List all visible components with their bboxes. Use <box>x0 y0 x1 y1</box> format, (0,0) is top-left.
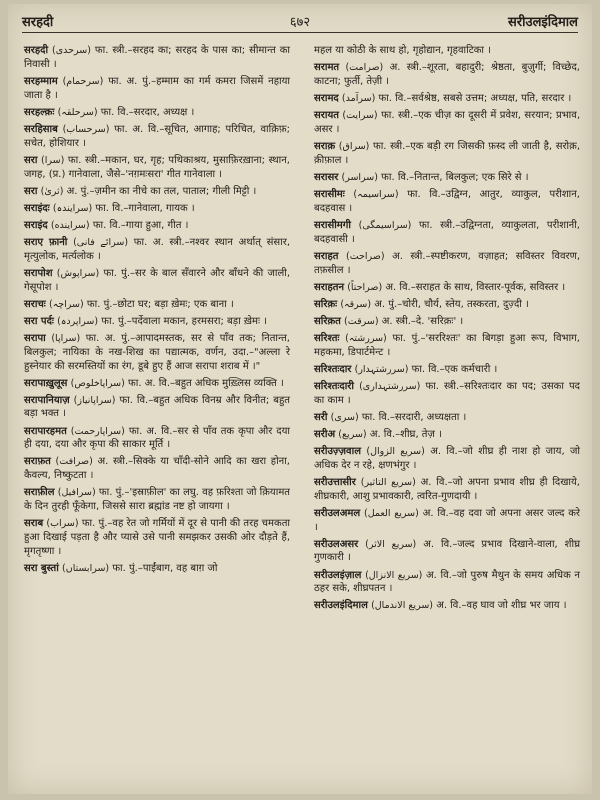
entry-definition: फा. अ. पुं.–हम्माम का गर्म कमरा जिसमें नहाया जाता है । <box>24 75 290 101</box>
entry-headword: सरीउलइंदिमाल <box>314 600 368 612</box>
right-column <box>314 44 580 617</box>
entry-headword: सरापोश <box>24 267 53 279</box>
entry-headword: सरिश्तःदार <box>314 363 352 375</box>
dictionary-entry <box>314 219 580 247</box>
entry-definition: अ. स्त्री.–दे. 'सरिक़ः' । <box>381 315 464 327</box>
entry-headword: सरीउलअसर <box>314 538 359 550</box>
entry-headword: सरामद <box>314 92 339 104</box>
entry-urdu-spelling: (سراچہ) <box>49 298 84 310</box>
dictionary-entry <box>24 394 290 422</box>
entry-definition: फा. अ. वि.–सर से पाँव तक कृपा और दया ही दया, दया और कृपा की साकार मूर्ति । <box>24 425 290 451</box>
entry-urdu-spelling: (سریع التاثیر) <box>360 476 416 488</box>
entry-urdu-spelling: (صراحت) <box>345 250 385 262</box>
entry-headword: सरीअ <box>314 428 336 440</box>
entry-urdu-spelling: (سررشتہدار) <box>354 363 409 375</box>
entry-headword: सराहत <box>314 250 339 262</box>
entry-headword: सरहदी <box>24 45 49 56</box>
entry-urdu-spelling: (سراسیمہ) <box>353 188 399 200</box>
entry-urdu-spelling: (سرابستاں) <box>62 562 110 574</box>
entry-headword: सरा बुस्तां <box>24 562 59 574</box>
entry-urdu-spelling: (سرحساب) <box>62 123 110 135</box>
dictionary-entry <box>24 106 290 120</box>
entry-urdu-spelling: (سریع) <box>338 428 367 440</box>
entry-headword: सरहिसाब <box>24 123 58 135</box>
entry-definition: फा. स्त्री.–उद्विग्नता, व्याकुलता, परीशानी, बदहवासी । <box>314 219 580 245</box>
entry-definition: फा. स्त्री.–एक बड़ी रग जिसकी फ़स्द ली जाती है, सरोक़, क़ीफ़ाल । <box>314 140 580 166</box>
entry-headword: सरापा <box>24 332 46 344</box>
dictionary-entry <box>314 538 580 566</box>
dictionary-entry <box>314 44 580 58</box>
entry-headword: सराब <box>24 518 44 530</box>
entry-urdu-spelling: (سریع الزوال) <box>366 445 425 457</box>
dictionary-entry <box>314 188 580 216</box>
entry-definition: अ. स्त्री.–सिक्के या चाँदी-सोने आदि का खरा होना, कैवल्य, निष्कुटता । <box>24 456 290 482</box>
dictionary-entry <box>24 185 290 199</box>
dictionary-entry <box>314 411 580 425</box>
dictionary-entry <box>314 507 580 535</box>
entry-headword: सरिक़त <box>314 315 341 327</box>
entry-definition: अ. वि.–वह घाव जो शीघ्र भर जाय । <box>436 600 567 612</box>
entry-definition: फा. वि.–गाया हुआ, गीत । <box>92 219 189 231</box>
entry-definition: फा. पुं.–'सररिश्तः' का बिगड़ा हुआ रूप, विभाग, महकमा, डिपार्टमेन्ट । <box>314 332 580 358</box>
entry-urdu-spelling: (سریع الانزال) <box>365 569 423 581</box>
entry-headword: सराए फ़ानी <box>24 236 68 248</box>
entry-definition: फा. पुं.–छोटा घर; बड़ा ख़ेमः; एक बाना । <box>86 298 234 310</box>
entry-urdu-spelling: (سری) <box>330 411 359 423</box>
entry-definition: अ. स्त्री.–स्पष्टीकरण, वज़ाहत; सविस्तर विवरण, तफ़सील । <box>314 250 581 276</box>
dictionary-entry <box>314 569 580 597</box>
entry-urdu-spelling: (سریع العمل) <box>363 507 419 519</box>
dictionary-entry <box>314 250 580 278</box>
entry-urdu-spelling: (سرحمام) <box>62 75 104 87</box>
entry-headword: सरीउज़्ज़वाल <box>314 445 361 457</box>
entry-headword: सरहल्क़ः <box>24 106 55 118</box>
dictionary-entry <box>314 380 580 408</box>
dictionary-entry <box>24 75 290 103</box>
entry-definition: फा. वि.–एक कर्मचारी । <box>411 363 498 375</box>
dictionary-entry <box>314 171 580 185</box>
entry-urdu-spelling: (سراپارحمت) <box>70 425 125 437</box>
entry-headword: सराफ़ील <box>24 487 55 499</box>
entry-urdu-spelling: (ثریٰ) <box>40 185 64 197</box>
entry-urdu-spelling: (سراپردہ) <box>57 315 99 327</box>
dictionary-entry <box>24 154 290 182</box>
dictionary-entry <box>314 445 580 473</box>
dictionary-entry <box>314 428 580 442</box>
entry-definition: फा. वि.–सर्वश्रेष्ठ, सबसे उत्तम; अध्यक्ष, पति, सरदार । <box>378 92 572 104</box>
dictionary-page <box>8 4 592 794</box>
entry-urdu-spelling: (صرافت) <box>55 456 93 468</box>
entry-headword: सरामत <box>314 62 340 74</box>
dictionary-entry <box>24 332 290 373</box>
entry-definition: अ. वि.–जल्द प्रभाव दिखाने-वाला, शीघ्र गुणकारी । <box>314 538 580 564</box>
entry-definition: फा. वि.–उद्विग्न, आतुर, व्याकुल, परीशान, बदहवास । <box>314 188 580 214</box>
entry-definition: फा. वि.–सरदारी, अध्यक्षता । <box>361 411 467 423</box>
entry-definition: अ. वि.–सराहत के साथ, विस्तार-पूर्वक, सविस्तर । <box>385 281 566 293</box>
entry-headword: सरापाख़ुलूस <box>24 377 68 389</box>
entry-definition: फा. स्त्री.–सरहद का; सरहद के पास का; सीमान्त का निवासी । <box>24 45 290 70</box>
dictionary-entry <box>24 377 290 391</box>
entry-urdu-spelling: (سراب) <box>46 518 79 530</box>
dictionary-entry <box>24 202 290 216</box>
entry-headword: सरा <box>24 185 38 197</box>
entry-urdu-spelling: (سررشتہداری) <box>359 380 421 392</box>
entry-definition: अ. वि.–वह दवा जो अपना असर जल्द करे । <box>314 507 581 533</box>
entry-urdu-spelling: (سراق) <box>338 140 370 152</box>
dictionary-entry <box>24 517 290 558</box>
right-guide-word: सरीउलइंदिमाल <box>507 15 578 30</box>
page-number: ६७२ <box>289 15 311 30</box>
entry-definition: फा. अ. पुं.–आपादमस्तक, सर से पाँव तक; नितान्त, बिलकुल; नायिका के नख-शिख का पद्यात्मक, वर्णन, उदा.–"अल्ला रे हुस्नेयार की सरमस्तियों का रंग, डूबे हुए हैं आज सरापा शराब में ।" <box>24 332 290 372</box>
entry-definition: फा. वि.–बहुत अधिक विनम्र और विनीत; बहुत बड़ा भक्त । <box>24 394 290 420</box>
entry-urdu-spelling: (سرافیل) <box>57 487 96 499</box>
entry-definition: अ. वि.–जो पुरुष मैथुन के समय अधिक न ठहर सके, शीघ्रपतन । <box>314 569 580 595</box>
entry-definition: फा. वि.–नितान्त, बिलकुल; एक सिरे से । <box>381 171 529 183</box>
dictionary-entry <box>24 219 290 233</box>
entry-headword: सराइंदः <box>24 202 50 214</box>
entry-headword: सरीउत्तासीर <box>314 476 356 488</box>
entry-urdu-spelling: (سراپانیاز) <box>73 394 116 406</box>
dictionary-entry <box>24 267 290 295</box>
entry-headword: सरायत <box>314 110 339 122</box>
dictionary-entry <box>24 562 290 576</box>
entry-urdu-spelling: (سرایت) <box>342 110 378 122</box>
entry-definition: फा. अ. वि.–सूचित, आगाह; परिचित, वाक़िफ़; सचेत, होशियार । <box>24 123 290 149</box>
entry-headword: सराइंद <box>24 219 48 231</box>
entry-definition: फा. स्त्री.–सरिश्तःदार का पद; उसका पद का काम । <box>314 380 580 406</box>
entry-headword: सरा <box>24 154 38 166</box>
dictionary-entry <box>314 281 580 295</box>
dictionary-entry <box>24 486 290 514</box>
entry-definition: फा. अ. स्त्री.–नश्वर स्थान अर्थात् संसार, मृत्युलोक, मर्त्यलोक । <box>24 236 290 262</box>
entry-definition: अ. पुं.–चोरी, चौर्य, स्तेय, तस्करता, दुज़्दी । <box>374 298 529 310</box>
entry-urdu-spelling: (سراینده) <box>50 219 90 231</box>
entry-urdu-spelling: (سرحدی) <box>52 45 91 56</box>
entry-definition: महल या कोठी के साथ हो, गृहोद्यान, गृहवाटिका । <box>314 45 491 56</box>
left-column <box>24 44 290 579</box>
header-rule <box>22 32 578 33</box>
entry-urdu-spelling: (سرا) <box>41 154 65 166</box>
entry-headword: सराक़ <box>314 140 336 152</box>
entry-definition: फा. पुं.–सर के बाल सँवारने और बाँधने की जाली, गेसूपोश । <box>24 267 291 293</box>
entry-definition: फा. पुं.–वह रेत जो गर्मियों में दूर से पानी की तरह चमकता हुआ दिखाई पड़ता है और प्यासे उसे पानी समझकर उसकी ओर दौड़ते हैं, मृगतृष्णा । <box>24 518 290 557</box>
entry-headword: सरापानियाज़ <box>24 394 70 406</box>
entry-urdu-spelling: (سراسر) <box>341 171 378 183</box>
entry-headword: सरापारहमत <box>24 425 67 437</box>
entry-definition: फा. पुं.–'इस्राफ़ील' का लघु. वह फ़रिश्ता जो क़ियामत के दिन तुरही फूँकेगा, जिससे सारा ब्रह्मांड नष्ट हो जायगा । <box>24 487 290 513</box>
entry-headword: सरी <box>314 411 328 423</box>
entry-definition: फा. वि.–सरदार, अध्यक्ष । <box>100 106 195 118</box>
dictionary-entry <box>314 92 580 106</box>
entry-urdu-spelling: (سرقہ) <box>340 298 372 310</box>
entry-urdu-spelling: (سراسیمگی) <box>358 219 412 231</box>
entry-urdu-spelling: (سرآمد) <box>341 92 376 104</box>
entry-urdu-spelling: (صراحتاً) <box>347 281 383 293</box>
entry-definition: फा. अ. वि.–बहुत अधिक मुख़्लिस व्यक्ति । <box>128 377 284 389</box>
entry-headword: सरासीमगी <box>314 219 351 231</box>
entry-urdu-spelling: (سریع الاندمال) <box>371 600 433 612</box>
entry-definition: अ. स्त्री.–शूरता, बहादुरी; श्रेष्ठता, बुज़ुर्गी; विच्छेद, काटना; फुर्ती, तेज़ी । <box>314 62 580 87</box>
entry-definition: फा. स्त्री.–एक चीज़ का दूसरी में प्रवेश, सरयान; प्रभाव, असर । <box>314 110 581 135</box>
dictionary-entry <box>314 363 580 377</box>
entry-headword: सरिक़ः <box>314 298 338 310</box>
dictionary-entry <box>24 44 290 72</box>
entry-headword: सरा पर्दः <box>24 315 54 327</box>
entry-headword: सरिश्तःदारी <box>314 380 354 392</box>
entry-definition: फा. वि.–गानेवाला, गायक । <box>95 202 195 214</box>
entry-headword: सराचः <box>24 298 46 310</box>
page-header <box>22 12 578 30</box>
entry-headword: सरीउलअमल <box>314 507 361 519</box>
dictionary-entry <box>314 61 580 89</box>
entry-definition: अ. वि.–जो शीघ्र ही नाश हो जाय, जो अधिक देर न रहे, क्षणभंगुर । <box>314 445 581 471</box>
dictionary-entry <box>314 298 580 312</box>
entry-urdu-spelling: (سرقت) <box>344 315 379 327</box>
dictionary-entry <box>314 315 580 329</box>
entry-urdu-spelling: (سراپوش) <box>56 267 100 279</box>
entry-headword: सराहतन <box>314 281 344 293</box>
entry-urdu-spelling: (سرحلقہ) <box>57 106 98 118</box>
entry-definition: फा. पुं.–पाईंबाग, वह बाग़ जो <box>112 562 218 574</box>
dictionary-entry <box>24 236 290 264</box>
entry-headword: सरहम्माम <box>24 75 58 87</box>
entry-urdu-spelling: (صرامت) <box>345 62 384 74</box>
entry-headword: सराफ़त <box>24 456 51 468</box>
entry-headword: सरीउलइंज़ाल <box>314 569 362 581</box>
entry-urdu-spelling: (سراپا) <box>51 332 81 344</box>
entry-headword: सरिश्तः <box>314 332 340 344</box>
entry-urdu-spelling: (سرائے فانی) <box>73 236 129 248</box>
dictionary-entry <box>314 140 580 168</box>
dictionary-entry <box>24 315 290 329</box>
entry-urdu-spelling: (سررشتہ) <box>345 332 387 344</box>
left-guide-word: सरहदी <box>22 15 54 30</box>
entry-urdu-spelling: (سراپاخلوص) <box>70 377 125 389</box>
entry-definition: अ. वि.–शीघ्र, तेज़ । <box>369 428 442 440</box>
entry-definition: अ. पुं.–ज़मीन का नीचे का तल, पाताल; गीली मिट्टी । <box>66 185 257 197</box>
entry-urdu-spelling: (سریع الاثر) <box>365 538 417 550</box>
dictionary-entry <box>24 425 290 453</box>
dictionary-entry <box>24 455 290 483</box>
dictionary-entry <box>24 123 290 151</box>
entry-definition: फा. पुं.–पर्देवाला मकान, हरमसरा; बड़ा ख़ेमः । <box>101 315 267 327</box>
entry-headword: सरासीमः <box>314 188 345 200</box>
dictionary-entry <box>314 599 580 613</box>
entry-urdu-spelling: (سرایندہ) <box>52 202 93 214</box>
entry-definition: फा. स्त्री.–मकान, घर, गृह; पथिकाश्रय, मुसाफ़िरख़ाना; स्थान, जगह, (प्र.) गानेवाला, जैसे–'नग़मःसरा' गीत गानेवाला । <box>24 154 290 180</box>
dictionary-entry <box>314 332 580 360</box>
entry-headword: सरासर <box>314 171 339 183</box>
dictionary-entry <box>314 476 580 504</box>
dictionary-entry <box>24 298 290 312</box>
entry-definition: अ. वि.–जो अपना प्रभाव शीघ्र ही दिखाये, शीघ्रकारी, आशु प्रभावकारी, त्वरित-गुणदायी । <box>314 476 580 502</box>
dictionary-entry <box>314 109 580 137</box>
